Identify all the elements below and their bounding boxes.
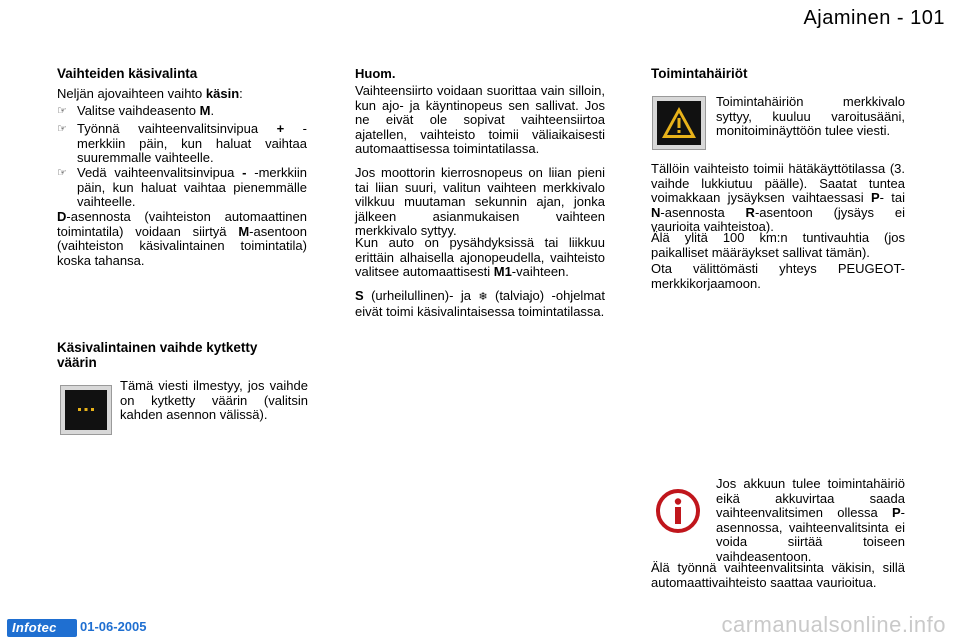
malfunction-paragraph-1: Tällöin vaihteisto toimii hätäkäyttötilassa (3. vaihde lukkiutuu päälle). Saatat tuntea voimakkaan jysäyksen vaihtaessasi P- tai N-asennosta R-asentoon (jysäys ei vaurioita vaihteistoa). (651, 161, 906, 234)
intro-paragraph: Neljän ajovaihteen vaihto käsin: (57, 86, 243, 101)
list-item: ☞ Valitse vaihdeasento M. (57, 103, 215, 118)
snowflake-icon: ❄ (478, 290, 488, 303)
info-text: Jos akkuun tulee toimintahäiriö eikä akkuvirtaa saada vaihteenvalitsimen ollessa P-asennossa, vaihteenvalitsinta ei voida siirtää toiseen vaihdeasentoon. (716, 476, 905, 564)
page-header (793, 0, 960, 28)
pointing-hand-icon: ☞ (57, 166, 67, 179)
warning-triangle-icon (652, 96, 706, 150)
dashes-indicator-icon (60, 385, 112, 435)
wrong-gear-text: Tämä viesti ilmestyy, jos vaihde on kytketty väärin (valitsin kahden asennon välissä). (120, 378, 308, 422)
note-paragraph-3: Kun auto on pysähdyksissä tai liikkuu erittäin alhaisella ajonopeudella, vaihteisto valitsee automaattisesti M1-vaihteen. (355, 235, 605, 279)
section-title-malfunctions: Toimintahäiriöt (651, 66, 748, 81)
note-paragraph-4: S (urheilullinen)- ja ❄ (talviajo) -ohjelmat eivät toimi käsivalintaisessa toimintatilassa. (355, 288, 605, 319)
note-paragraph-1: Vaihteensiirto voidaan suorittaa vain silloin, kun ajo- ja käyntinopeus sen sallivat. Jos ne eivät ole sopivat vaihteensiirtoa ajatellen, vaihteisto toimii väliaikaisesti automaattisessa toimintatilassa. (355, 83, 605, 156)
infotec-logo: Infotec (7, 619, 77, 637)
note-title: Huom. (355, 66, 396, 81)
list-item: ☞ Työnnä vaihteenvalitsinvipua + -merkkiin päin, kun haluat vaihtaa suuremmalle vaihteelle. (57, 121, 307, 165)
list-item: ☞ Vedä vaihteenvalitsinvipua - -merkkiin päin, kun haluat vaihtaa pienemmälle vaihteelle. (57, 165, 307, 209)
info-icon (655, 488, 701, 534)
footer-date: 01-06-2005 (80, 619, 147, 634)
note-paragraph-2: Jos moottorin kierrosnopeus on liian pieni tai liian suuri, valitun vaihteen merkkivalo vilkkuu muutaman sekunnin ajan, jonka jälkeen asianmukaisen vaihteen merkkivalo syttyy. (355, 165, 605, 238)
malfunction-paragraph-3: Ota välittömästi yhteys PEUGEOT-merkkikorjaamoon. (651, 261, 905, 291)
pointing-hand-icon: ☞ (57, 104, 67, 117)
malfunction-paragraph-2: Älä ylitä 100 km:n tuntivauhtia (jos paikalliset määräykset sallivat tämän). (651, 230, 905, 260)
warning-text: Toimintahäiriön merkkivalo syttyy, kuuluu varoitusääni, monitoiminäyttöön tulee viesti. (716, 94, 905, 138)
section-title-manual-gear: Vaihteiden käsivalinta (57, 66, 198, 81)
watermark: carmanualsonline.info (721, 612, 946, 637)
d-to-m-paragraph: D-asennosta (vaihteiston automaattinen toimintatila) voidaan siirtyä M-asentoon (vaihteiston käsivalintainen toimintatila) koska tahansa. (57, 209, 307, 268)
malfunction-paragraph-4: Älä työnnä vaihteenvalitsinta väkisin, sillä automaattivaihteisto saattaa vaurioitua. (651, 560, 905, 590)
pointing-hand-icon: ☞ (57, 122, 67, 135)
page-title: Ajaminen - 101 (803, 7, 945, 29)
section-title-wrong-gear: Käsivalintainen vaihde kytketty väärin (57, 340, 258, 370)
